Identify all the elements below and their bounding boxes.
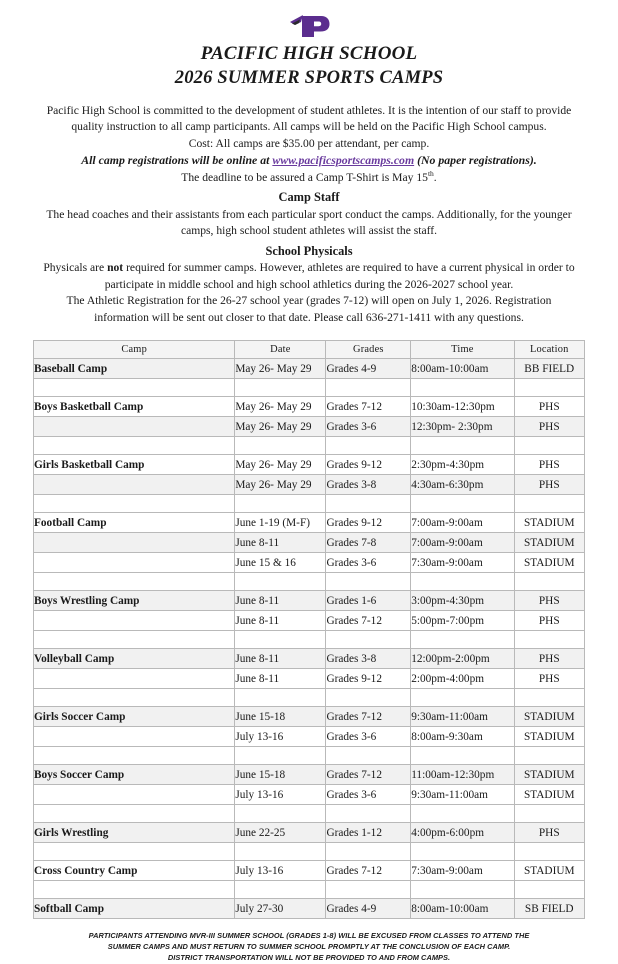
cell-date: June 22-25 [235,823,326,843]
cell-location: PHS [514,417,584,437]
pacific-p-logo-icon [287,13,331,39]
cell-date [235,747,326,765]
deadline-period: . [433,170,437,184]
school-physicals-body [16,260,602,293]
cell-camp [34,843,235,861]
column-header-grades: Grades [326,341,411,359]
registration-suffix: (No paper registrations). [414,153,537,168]
cell-grades: Grades 1-6 [326,591,411,611]
deadline-ordinal-suffix: th [427,168,434,178]
cell-camp: Girls Basketball Camp [34,455,235,475]
cell-time: 12:30pm- 2:30pm [411,417,514,437]
footer-line-1: PARTICIPANTS ATTENDING MVR-III SUMMER SCHOOL (GRADES 1-8) WILL BE EXCUSED FROM CLASSES TO ATTEND THE [88,931,530,941]
cell-time: 7:30am-9:00am [411,861,514,881]
table-row [34,669,585,689]
cell-date: June 8-11 [235,591,326,611]
cell-camp: Boys Soccer Camp [34,765,235,785]
cell-grades [326,747,411,765]
cell-location: BB FIELD [514,359,584,379]
cell-grades: Grades 7-12 [326,707,411,727]
table-row [34,455,585,475]
cell-time [411,881,514,899]
cell-date [235,689,326,707]
footer-note [16,930,602,963]
cell-time: 5:00pm-7:00pm [411,611,514,631]
cell-location [514,573,584,591]
cell-time [411,689,514,707]
column-header-camp: Camp [34,341,235,359]
school-logo [16,12,602,40]
cell-camp [34,553,235,573]
cell-location: STADIUM [514,553,584,573]
cost-line: Cost: All camps are $35.00 per attendant, per camp. [188,136,430,150]
cell-camp: Baseball Camp [34,359,235,379]
cell-date: June 15-18 [235,765,326,785]
cell-date: May 26- May 29 [235,417,326,437]
athletic-registration-body: The Athletic Registration for the 26-27 school year (grades 7-12) will open on July 1, 2026. Registration information will be sent out closer to that date. Please call 636-271-1411 with any questions. [66,294,552,324]
page-subtitle: 2026 SUMMER SPORTS CAMPS [174,67,444,88]
cell-location [514,689,584,707]
cell-camp [34,805,235,823]
cell-grades [326,843,411,861]
cell-grades: Grades 4-9 [326,899,411,919]
cell-camp [34,495,235,513]
table-row [34,553,585,573]
cell-date: May 26- May 29 [235,359,326,379]
cell-grades [326,495,411,513]
cell-time: 12:00pm-2:00pm [411,649,514,669]
cell-date: July 13-16 [235,785,326,805]
cell-location: PHS [514,649,584,669]
cell-location: STADIUM [514,513,584,533]
cell-time: 7:00am-9:00am [411,513,514,533]
cell-location: PHS [514,397,584,417]
cell-date [235,379,326,397]
cell-date [235,631,326,649]
cell-date: June 8-11 [235,649,326,669]
cell-location: PHS [514,611,584,631]
cell-camp: Girls Wrestling [34,823,235,843]
cell-grades: Grades 7-12 [326,765,411,785]
physicals-emphasis-not: not [107,261,124,275]
cell-time: 2:30pm-4:30pm [411,455,514,475]
cell-date: June 8-11 [235,611,326,631]
registration-prefix: All camp registrations will be online at [81,153,273,168]
cell-date: June 15 & 16 [235,553,326,573]
cell-time [411,631,514,649]
cell-location: STADIUM [514,533,584,553]
cell-location: STADIUM [514,861,584,881]
cell-grades [326,631,411,649]
cell-location [514,881,584,899]
camps-table-body [34,359,585,919]
cell-location: PHS [514,669,584,689]
cell-grades: Grades 1-12 [326,823,411,843]
cell-time [411,437,514,455]
column-header-date: Date [235,341,326,359]
cell-camp [34,689,235,707]
cell-location [514,747,584,765]
cell-grades [326,881,411,899]
cell-camp [34,631,235,649]
cell-date: May 26- May 29 [235,455,326,475]
cell-time: 4:30am-6:30pm [411,475,514,495]
school-physicals-heading: School Physicals [265,243,353,258]
cell-grades: Grades 3-6 [326,417,411,437]
cell-time: 11:00am-12:30pm [411,765,514,785]
cell-grades: Grades 4-9 [326,359,411,379]
cell-camp: Softball Camp [34,899,235,919]
cell-grades: Grades 7-12 [326,397,411,417]
footer-line-3: DISTRICT TRANSPORTATION WILL NOT BE PROVIDED TO AND FROM CAMPS. [167,953,451,963]
cell-grades: Grades 7-12 [326,861,411,881]
cell-time: 2:00pm-4:00pm [411,669,514,689]
cell-location [514,631,584,649]
table-row [34,533,585,553]
cell-grades [326,437,411,455]
cell-date: May 26- May 29 [235,397,326,417]
cell-time: 8:00am-9:30am [411,727,514,747]
intro-paragraph: Pacific High School is committed to the development of student athletes. It is the intention of our staff to provide quality instruction to all camp participants. All camps will be held on the Pacific High School campus. [46,103,572,134]
cell-camp: Volleyball Camp [34,649,235,669]
camp-staff-heading: Camp Staff [278,190,340,205]
cell-time: 7:00am-9:00am [411,533,514,553]
deadline-prefix: The deadline to be assured a Camp T-Shirt is May 15 [181,170,428,184]
cell-camp [34,437,235,455]
cell-location: STADIUM [514,707,584,727]
table-row [34,475,585,495]
cell-location [514,805,584,823]
camps-table-wrapper [16,340,602,919]
table-row [34,861,585,881]
footer-line-2: SUMMER CAMPS AND MUST RETURN TO SUMMER SCHOOL PROMPTLY AT THE CONCLUSION OF EACH CAMP. [107,942,511,952]
cell-location: STADIUM [514,727,584,747]
cell-date: July 13-16 [235,861,326,881]
cell-date: June 1-19 (M-F) [235,513,326,533]
cell-date: June 15-18 [235,707,326,727]
cell-date: June 8-11 [235,533,326,553]
camp-staff-section [16,188,602,240]
table-row [34,707,585,727]
cell-location [514,379,584,397]
table-row [34,611,585,631]
cell-location [514,843,584,861]
table-spacer-row [34,437,585,455]
physicals-text-part1: Physicals are [43,261,108,275]
cell-location [514,495,584,513]
cell-camp: Boys Wrestling Camp [34,591,235,611]
cell-date: July 27-30 [235,899,326,919]
camp-staff-body: The head coaches and their assistants from each particular sport conduct the camps. Additionally, for the younger camps, high school student athletes will assist the staff. [46,207,572,238]
cell-grades [326,689,411,707]
cell-location: PHS [514,455,584,475]
cell-grades: Grades 3-8 [326,475,411,495]
cell-grades [326,573,411,591]
table-spacer-row [34,379,585,397]
cell-grades: Grades 3-6 [326,727,411,747]
cell-date: June 8-11 [235,669,326,689]
cell-grades: Grades 3-6 [326,785,411,805]
table-spacer-row [34,495,585,513]
cell-time [411,747,514,765]
table-row [34,397,585,417]
cell-grades: Grades 3-6 [326,553,411,573]
cell-camp: Girls Soccer Camp [34,707,235,727]
table-row [34,727,585,747]
cell-camp [34,669,235,689]
cell-time: 8:00am-10:00am [411,899,514,919]
cell-date [235,805,326,823]
cell-grades: Grades 3-8 [326,649,411,669]
cell-camp [34,573,235,591]
cell-time: 7:30am-9:00am [411,553,514,573]
table-spacer-row [34,843,585,861]
registration-link[interactable]: www.pacificsportscamps.com [272,153,415,168]
cell-time: 9:30am-11:00am [411,785,514,805]
cell-camp [34,533,235,553]
cell-date: July 13-16 [235,727,326,747]
cell-location: PHS [514,591,584,611]
cell-time [411,805,514,823]
cell-time [411,843,514,861]
cell-camp: Cross Country Camp [34,861,235,881]
table-spacer-row [34,881,585,899]
cell-date [235,573,326,591]
table-row [34,765,585,785]
cell-time [411,573,514,591]
page-title: PACIFIC HIGH SCHOOL [200,43,418,64]
cell-camp [34,747,235,765]
cell-grades: Grades 9-12 [326,669,411,689]
cell-time: 4:00pm-6:00pm [411,823,514,843]
cell-camp [34,727,235,747]
cell-date [235,881,326,899]
cell-time: 3:00pm-4:30pm [411,591,514,611]
cell-date [235,495,326,513]
cell-camp: Boys Basketball Camp [34,397,235,417]
cell-location: PHS [514,823,584,843]
camps-table-head [34,341,585,359]
column-header-location: Location [514,341,584,359]
table-row [34,591,585,611]
registration-line [16,152,602,169]
cell-date [235,437,326,455]
cell-grades: Grades 9-12 [326,513,411,533]
cell-location: SB FIELD [514,899,584,919]
cell-time [411,379,514,397]
cell-camp [34,611,235,631]
cell-date: May 26- May 29 [235,475,326,495]
cell-camp [34,379,235,397]
table-row [34,417,585,437]
table-header-row [34,341,585,359]
table-row [34,823,585,843]
cell-camp [34,881,235,899]
school-physicals-section [16,242,602,326]
camps-table [33,340,585,919]
cell-camp [34,785,235,805]
table-spacer-row [34,689,585,707]
table-row [34,359,585,379]
table-spacer-row [34,631,585,649]
cell-location [514,437,584,455]
cell-time [411,495,514,513]
cell-time: 9:30am-11:00am [411,707,514,727]
cell-time: 8:00am-10:00am [411,359,514,379]
column-header-time: Time [411,341,514,359]
cell-grades [326,379,411,397]
table-spacer-row [34,747,585,765]
cell-grades: Grades 7-8 [326,533,411,553]
table-row [34,899,585,919]
tshirt-deadline-line [16,169,602,186]
cell-date [235,843,326,861]
cell-grades [326,805,411,823]
table-row [34,649,585,669]
cell-location: PHS [514,475,584,495]
cell-camp: Football Camp [34,513,235,533]
table-row [34,785,585,805]
intro-section [16,103,602,186]
table-row [34,513,585,533]
cell-grades: Grades 9-12 [326,455,411,475]
physicals-text-part2: required for summer camps. However, athletes are required to have a current physical in order to participate in middle school and high school athletics during the 2026-2027 school year. [104,261,575,291]
cell-time: 10:30am-12:30pm [411,397,514,417]
cell-grades: Grades 7-12 [326,611,411,631]
table-spacer-row [34,573,585,591]
cell-location: STADIUM [514,785,584,805]
cell-location: STADIUM [514,765,584,785]
cell-camp [34,475,235,495]
table-spacer-row [34,805,585,823]
cell-camp [34,417,235,437]
